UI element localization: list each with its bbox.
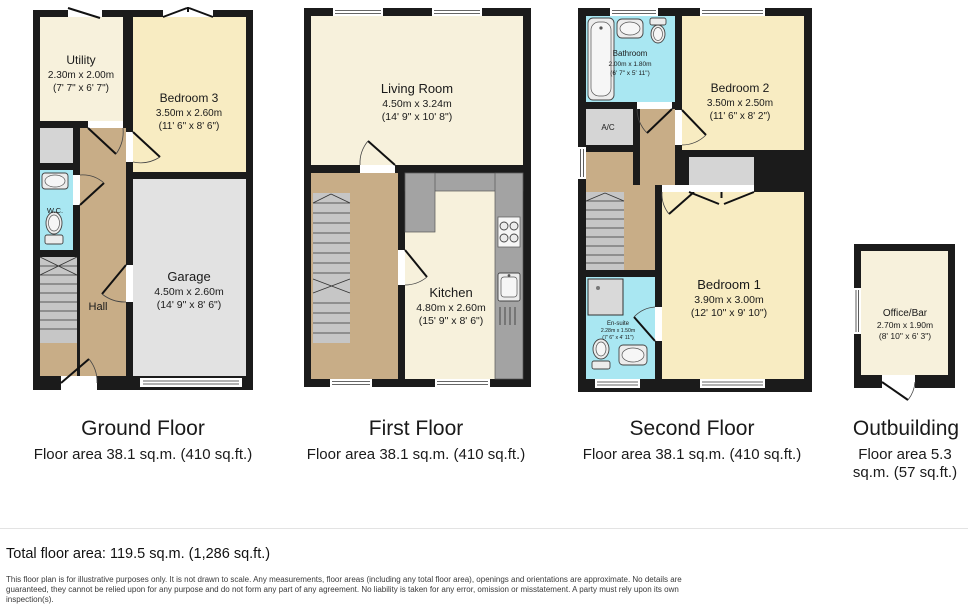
ground-floor-area: Floor area 38.1 sq.m. (410 sq.ft.)	[33, 446, 253, 463]
svg-text:A/C: A/C	[601, 123, 615, 132]
svg-text:Bathroom: Bathroom	[612, 49, 648, 58]
svg-text:(6' 7" x 5' 11"): (6' 7" x 5' 11")	[610, 70, 650, 77]
room-label-living	[381, 81, 453, 123]
svg-text:Living Room: Living Room	[380, 81, 454, 96]
shower-fixture	[588, 279, 623, 315]
landing-window	[330, 379, 372, 387]
outbuilding-window	[854, 288, 861, 334]
svg-text:3.90m x 3.00m: 3.90m x 3.00m	[694, 294, 764, 306]
svg-text:Garage: Garage	[167, 269, 211, 284]
kitchen-window	[435, 379, 490, 387]
second-floor-area: Floor area 38.1 sq.m. (410 sq.ft.)	[582, 446, 802, 463]
svg-text:Bedroom 3: Bedroom 3	[159, 91, 219, 105]
room-utility	[40, 17, 123, 121]
svg-text:(8' 10" x 6' 3"): (8' 10" x 6' 3")	[878, 331, 932, 341]
room-label-ac	[601, 123, 615, 132]
utility-entry-door	[68, 7, 102, 18]
room-label-wc	[47, 206, 63, 215]
outbuilding-door	[882, 375, 915, 400]
svg-text:Bedroom 1: Bedroom 1	[697, 277, 761, 292]
total-floor-area: Total floor area: 119.5 sq.m. (1,286 sq.ft.)	[6, 546, 271, 562]
living-window-right	[432, 8, 482, 16]
wc-sink-fixture	[42, 173, 68, 189]
svg-text:2.00m x 1.80m: 2.00m x 1.80m	[608, 61, 652, 68]
room-label-hall	[89, 301, 108, 313]
svg-text:En-suite: En-suite	[606, 321, 630, 327]
room-label-bedroom1	[691, 277, 767, 319]
landing-side-window	[578, 147, 586, 179]
ensuite-sink-fixture	[619, 345, 647, 365]
svg-text:Office/Bar: Office/Bar	[882, 308, 928, 319]
ground-floor-plan	[30, 7, 256, 393]
living-window-left	[333, 8, 383, 16]
bedroom3-double-doors	[163, 7, 213, 17]
first-floor-area: Floor area 38.1 sq.m. (410 sq.ft.)	[306, 446, 526, 463]
svg-text:Bedroom 2: Bedroom 2	[710, 81, 770, 95]
ensuite-toilet-fixture	[592, 339, 610, 369]
ground-floor-title: Ground Floor	[81, 417, 205, 440]
svg-text:2.70m x 1.90m: 2.70m x 1.90m	[876, 320, 934, 330]
stairs-second	[586, 192, 624, 270]
room-label-bathroom	[609, 49, 652, 77]
outbuilding-plan	[852, 242, 964, 404]
svg-text:W.C.: W.C.	[46, 206, 64, 215]
svg-text:3.50m x 2.50m: 3.50m x 2.50m	[706, 98, 774, 109]
svg-text:(15' 9" x 8' 6"): (15' 9" x 8' 6")	[418, 315, 484, 327]
hob-fixture	[498, 217, 520, 247]
room-label-office-bar	[877, 308, 933, 341]
svg-text:(7' 6" x 4' 11"): (7' 6" x 4' 11")	[602, 335, 634, 341]
bedroom2-window	[700, 8, 765, 16]
bathtub-fixture	[588, 18, 614, 100]
garage-door	[140, 378, 242, 387]
svg-text:4.50m x 2.60m: 4.50m x 2.60m	[154, 286, 224, 298]
ensuite-window	[595, 379, 640, 388]
bathroom-toilet-fixture	[650, 18, 666, 43]
svg-text:Kitchen: Kitchen	[429, 285, 473, 300]
stairs-first	[313, 193, 350, 343]
svg-text:4.50m x 3.24m: 4.50m x 3.24m	[382, 98, 452, 110]
svg-text:(11' 6" x 8' 6"): (11' 6" x 8' 6")	[158, 121, 220, 132]
first-floor-title: First Floor	[368, 417, 464, 440]
section-divider	[0, 528, 968, 529]
wardrobe-bedroom1	[689, 157, 754, 185]
svg-text:Hall: Hall	[88, 301, 108, 313]
first-floor-plan	[302, 7, 533, 389]
svg-text:(7' 7" x 6' 7"): (7' 7" x 6' 7")	[53, 83, 109, 94]
bedroom1-window	[700, 379, 765, 388]
wc-toilet-fixture	[45, 212, 63, 244]
bathroom-sink-fixture	[617, 19, 643, 38]
room-label-bedroom2	[707, 81, 773, 122]
svg-text:(14' 9" x 10' 8"): (14' 9" x 10' 8")	[381, 111, 453, 123]
second-floor-plan	[577, 7, 813, 393]
closet-cupboard	[40, 128, 73, 163]
bathroom-window	[610, 8, 658, 16]
second-floor-title: Second Floor	[629, 417, 755, 440]
svg-text:3.50m x 2.60m: 3.50m x 2.60m	[155, 108, 223, 119]
stairs-ground	[40, 257, 77, 343]
svg-text:2.28m x 1.50m: 2.28m x 1.50m	[600, 328, 636, 334]
svg-text:(14' 9" x 8' 6"): (14' 9" x 8' 6")	[156, 299, 222, 311]
svg-text:Utility: Utility	[66, 53, 96, 67]
svg-text:(12' 10" x 9' 10"): (12' 10" x 9' 10")	[690, 307, 768, 319]
svg-text:4.80m x 2.60m: 4.80m x 2.60m	[416, 302, 486, 314]
svg-text:2.30m x 2.00m: 2.30m x 2.00m	[47, 70, 115, 81]
svg-text:(11' 6" x 8' 2"): (11' 6" x 8' 2")	[709, 111, 771, 122]
room-label-bedroom3	[156, 91, 222, 132]
outbuilding-title: Outbuilding	[852, 417, 960, 440]
outbuilding-area: Floor area 5.3 sq.m. (57 sq.ft.)	[852, 446, 958, 481]
disclaimer-text: This floor plan is for illustrative purposes only. It is not drawn to scale. Any measurements, floor areas (including any total floor area), openings and orientations are approximate. No details are guaranteed, they cannot be relied upon for any purpose and do not form any part of any agreement. No liability is taken for any error, omission or misstatement. A party must rely upon its own inspection(s).	[6, 575, 682, 604]
kitchen-counter-corner	[405, 173, 435, 232]
